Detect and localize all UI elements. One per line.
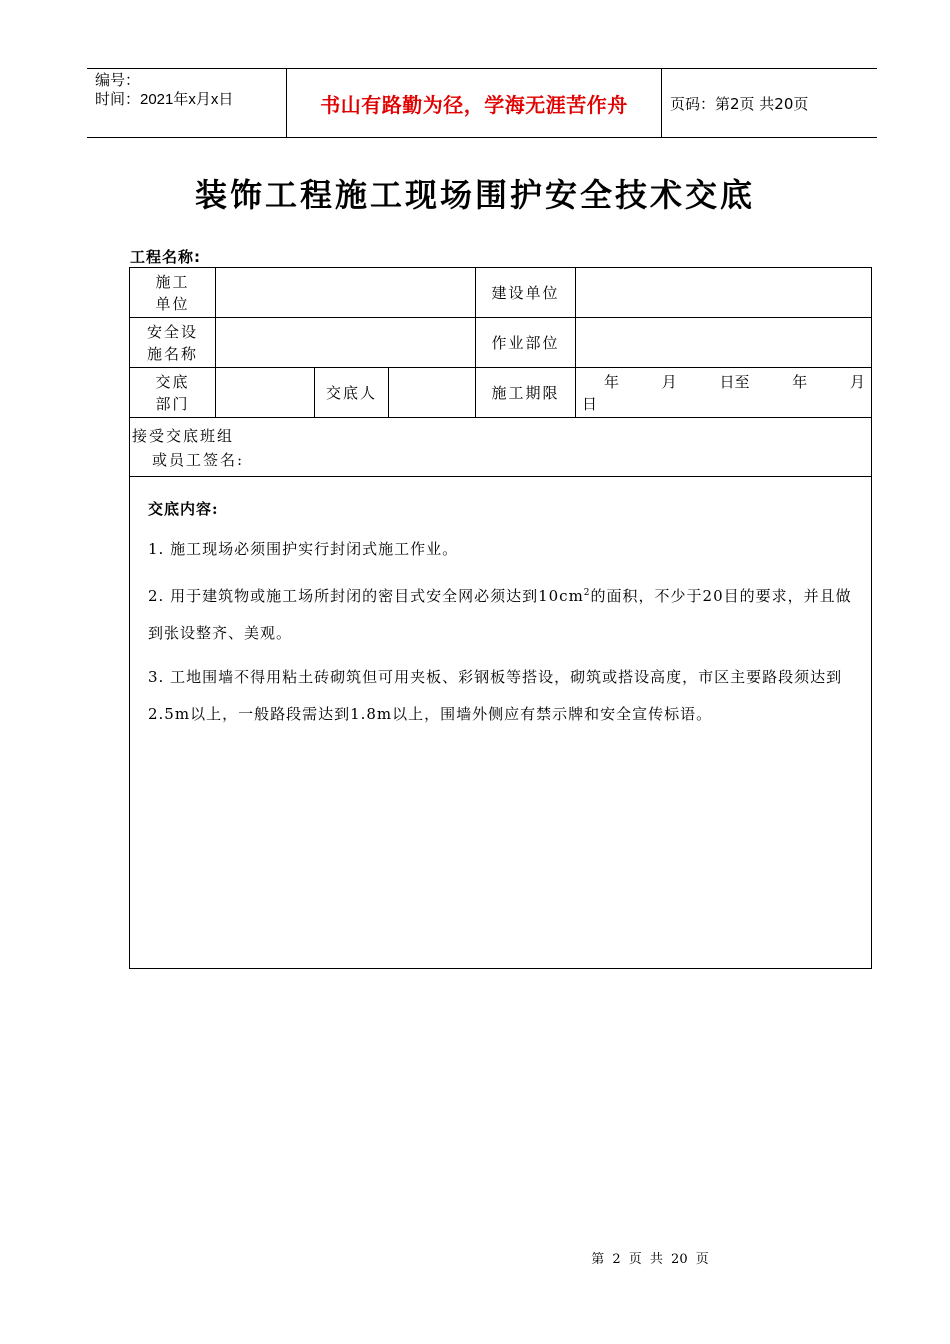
work-location-label: 作业部位 [476,318,576,368]
header-motto: 书山有路勤为径，学海无涯苦作舟 [287,69,662,137]
page-footer: 第 2 页 共 20 页 [591,1252,709,1267]
project-name-label: 工程名称: [130,248,201,266]
number-label: 编号： [95,72,141,89]
content-item-2: 2. 用于建筑物或施工场所封闭的密目式安全网必须达到$10cm^2$的面积，不少于20目的要求，并且做到张设整齐、美观。 [148,587,852,642]
sign-label-1: 接受交底班组 [132,427,235,445]
period-month: 月 [661,372,677,391]
disclosure-content [130,477,872,969]
work-location-value[interactable] [576,318,872,368]
signature-row[interactable] [130,418,872,477]
content-heading: 交底内容: [148,500,219,518]
sign-label-2: 或员工签名: [152,451,245,469]
discloser-value[interactable] [389,368,476,418]
builder-unit-label: 建设单位 [476,268,576,318]
construction-unit-label: 施工 单位 [130,268,216,318]
time-label: 时间：2021年x月x日 [95,91,234,108]
disclosure-dept-label: 交底 部门 [130,368,216,418]
construction-unit-value[interactable] [216,268,476,318]
content-item-3: 3. 工地围墙不得用粘土砖砌筑但可用夹板、彩钢板等搭设，砌筑或搭设高度，市区主要路段须达到2.5m以上，一般路段需达到1.8m以上，围墙外侧应有禁示牌和安全宣传标语。 [148,668,843,723]
builder-unit-value[interactable] [576,268,872,318]
period-year: 年 [604,372,620,391]
period-month2: 月 [849,372,865,391]
period-day2: 日 [582,394,598,413]
safety-facility-label: 安全设 施名称 [130,318,216,368]
disclosure-dept-value[interactable] [216,368,315,418]
header-page-label: 页码：第2页 共20页 [670,94,809,113]
safety-facility-value[interactable] [216,318,476,368]
discloser-label: 交底人 [315,368,389,418]
period-day-to: 日至 [719,372,750,391]
disclosure-table [129,267,872,969]
document-title: 装饰工程施工现场围护安全技术交底 [194,176,755,214]
header-meta [87,69,287,137]
period-value [576,368,872,418]
content-item-1: 1. 施工现场必须围护实行封闭式施工作业。 [148,540,459,558]
page-header [87,68,877,138]
period-label: 施工期限 [476,368,576,418]
period-year2: 年 [792,372,808,391]
